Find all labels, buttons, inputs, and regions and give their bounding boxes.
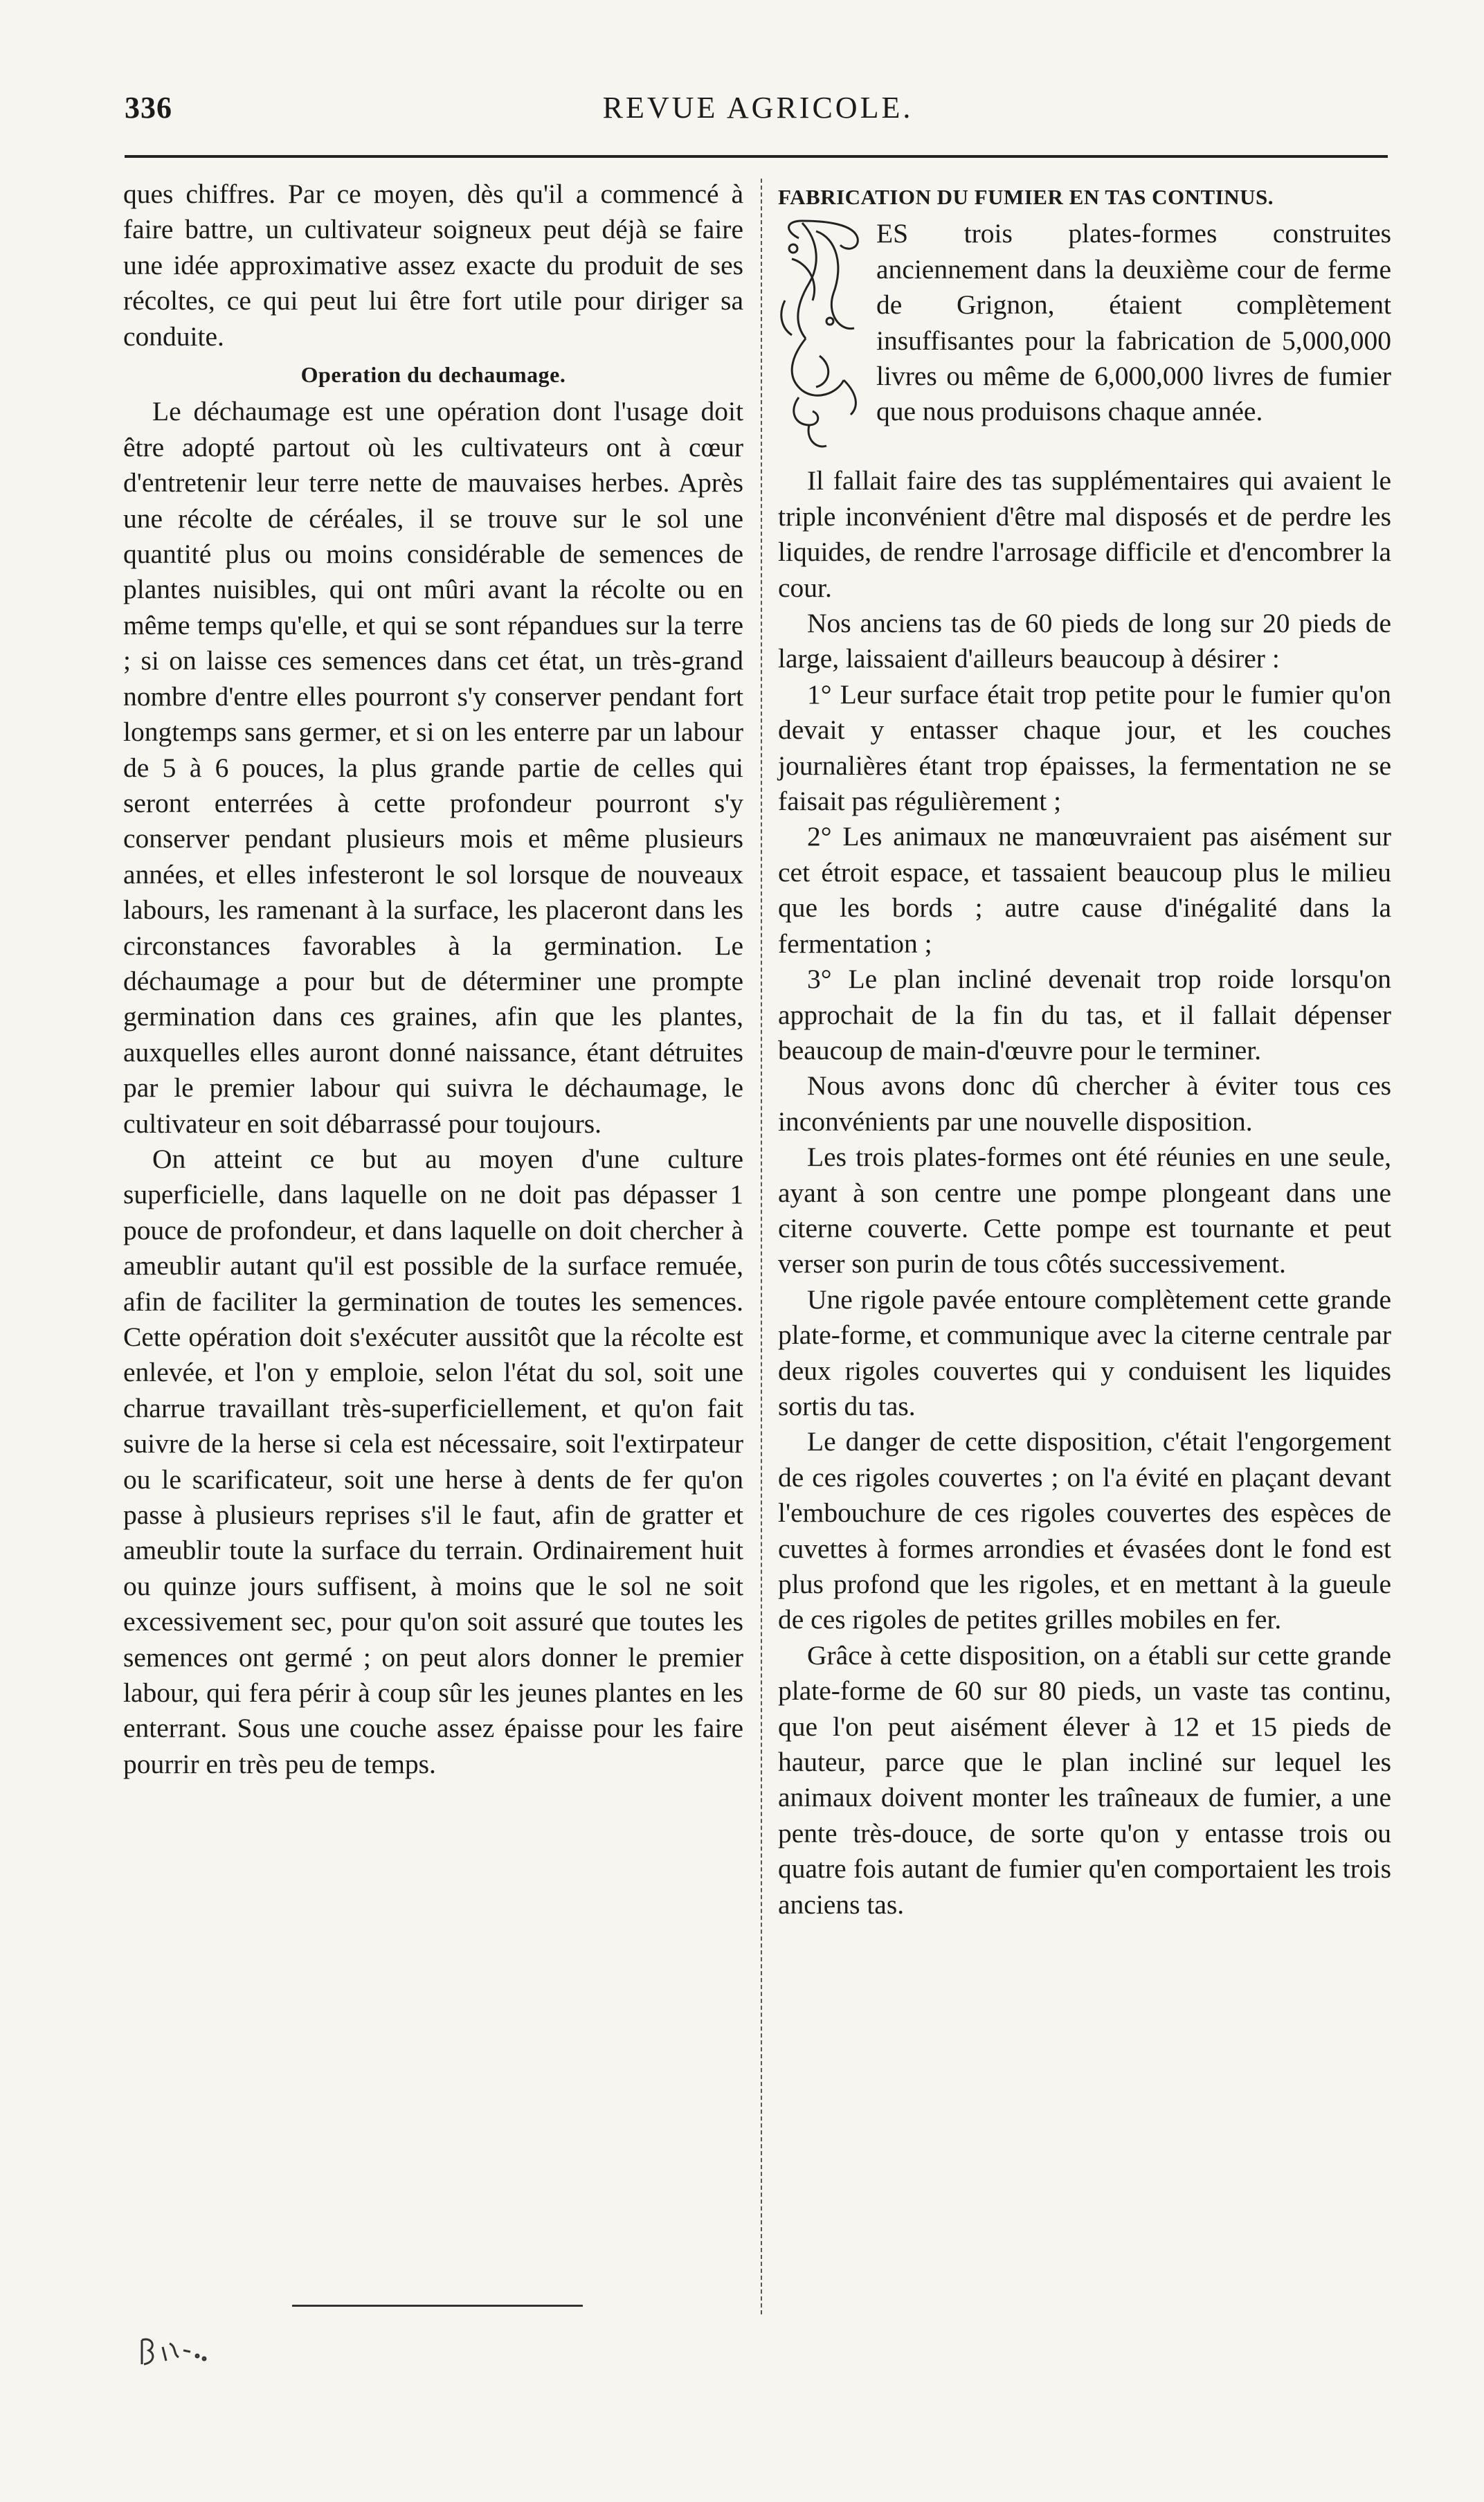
paragraph: 1° Leur surface était trop petite pour le fumier qu'on devait y entasser chaque jour, et les couches journalières étant trop épaisses, la fermentation ne se faisait pas régulièrement ; bbox=[778, 678, 1391, 817]
stamp-icon bbox=[138, 2330, 221, 2371]
section-heading: FABRICATION DU FUMIER EN TAS CONTINUS. bbox=[778, 185, 1274, 209]
paragraph: Nous avons donc dû chercher à éviter tous ces inconvénients par une nouvelle disposition. bbox=[778, 1070, 1391, 1137]
ornamental-initial-l-icon bbox=[778, 217, 869, 463]
paragraph: Grâce à cette disposition, on a établi sur cette grande plate-forme de 60 sur 80 pieds, un vaste tas continu, que l'on peut aisément élever à 12 et 15 pieds de hauteur, parce que le plan incliné sur lequel les animaux doivent monter les traîneaux de fumier, a une pente très-douce, de sorte qu'on y entasse trois ou quatre fois autant de fumier qu'en comportaient les trois anciens tas. bbox=[778, 1639, 1391, 1920]
paragraph: Nos anciens tas de 60 pieds de long sur 20 pieds de large, laissaient d'ailleurs beaucoup à désirer : bbox=[778, 608, 1391, 674]
paragraph: Les trois plates-formes ont été réunies en une seule, ayant à son centre une pompe plongeant dans une citerne couverte. Cette pompe est tournante et peut verser son purin de tous côtés successivement. bbox=[778, 1142, 1391, 1279]
paragraph: Le danger de cette disposition, c'était l'engorgement de ces rigoles couvertes ; on l'a évité en plaçant devant l'embouchure de ces rigoles couvertes des espèces de cuvettes à formes arrondies et évasées dont le fond est plus profond que les rigoles, et en mettant à la gueule de ces rigoles de petites grilles mobiles en fer. bbox=[778, 1426, 1391, 1635]
ornamental-initial-l bbox=[778, 217, 869, 463]
page-number: 336 bbox=[125, 91, 172, 125]
right-column bbox=[778, 177, 1391, 1923]
library-stamp bbox=[138, 2330, 221, 2371]
paragraph: On atteint ce but au moyen d'une culture superficielle, dans laquelle on ne doit pas dépasser 1 pouce de profondeur, et dans laquelle on doit chercher à ameublir autant qu'il est possible de la surface remuée, afin de faciliter la germination de toutes les semences. Cette opération doit s'exécuter aussitôt que la récolte est enlevée, et l'on y emploie, selon l'état du sol, soit une charrue travaillant très-superficiellement, et qu'on fait suivre de la herse si cela est nécessaire, soit l'extirpateur ou le scarificateur, soit une herse à dents de fer qu'on passe à plusieurs reprises s'il le faut, afin de gratter et ameublir toute la surface du terrain. Ordinairement huit ou quinze jours suffisent, à moins que le sol ne soit excessivement sec, pour qu'on soit assuré que toutes les semences ont germé ; on peut alors donner le premier labour, qui fera périr à coup sûr les jeunes plantes en les enterrant. Sous une couche assez épaisse pour les faire pourrir en très peu de temps. bbox=[123, 1143, 743, 1779]
page-header bbox=[125, 90, 1391, 138]
section-heading: Operation du dechaumage. bbox=[300, 362, 566, 388]
paragraph: 2° Les animaux ne manœuvraient pas aisément sur cet étroit espace, et tassaient beaucoup plus le milieu que les bords ; autre cause d'inégalité dans la fermentation ; bbox=[778, 821, 1391, 959]
left-column bbox=[123, 177, 743, 1782]
paragraph: Le déchaumage est une opération dont l'usage doit être adopté partout où les cultivateurs ont à cœur d'entretenir leur terre nette de mauvaises herbes. Après une récolte de céréales, il se trouve sur le sol une quantité plus ou moins considérable de semences de plantes nuisibles, qui ont mûri avant la récolte ou en même temps qu'elle, et qui se sont répandues sur la terre ; si on laisse ces semences dans cet état, un très-grand nombre d'entre elles pourront s'y conserver pendant fort longtemps sans germer, et si on les enterre par un labour de 5 à 6 pouces, la plus grande partie de celles qui seront enterrées à cette profondeur pourront s'y conserver pendant plusieurs mois et même plusieurs années, et elles infesteront le sol lorsque de nouveaux labours, les ramenant à la surface, les placeront dans les circonstances favorables à la germination. Le déchaumage a pour but de déterminer une prompte germination dans ces graines, afin que les plantes, auxquelles elles auront donné naissance, étant détruites par le premier labour qui suivra le déchaumage, le cultivateur en soit débarrassé pour toujours. bbox=[123, 396, 743, 1139]
column-divider bbox=[761, 179, 762, 2314]
running-title: REVUE AGRICOLE. bbox=[602, 91, 914, 125]
first-paragraph-block bbox=[778, 216, 1391, 463]
header-rule bbox=[125, 155, 1388, 158]
paragraph: 3° Le plan incliné devenait trop roide lorsqu'on approchait de la fin du tas, et il fallait dépenser beaucoup de main-d'œuvre pour le terminer. bbox=[778, 964, 1391, 1065]
paragraph: ES trois plates-formes construites anciennement dans la deuxième cour de ferme de Grignon, étaient complètement insuffisantes pour la fabrication de 5,000,000 livres ou même de 6,000,000 livres de fumier que nous produisons chaque année. bbox=[876, 218, 1391, 427]
paragraph: Une rigole pavée entoure complètement cette grande plate-forme, et communique avec la citerne centrale par deux rigoles couvertes qui y conduisent les liquides sortis du tas. bbox=[778, 1284, 1391, 1421]
paragraph: Il fallait faire des tas supplémentaires qui avaient le triple inconvénient d'être mal disposés et de perdre les liquides, de rendre l'arrosage difficile et d'encombrer la cour. bbox=[778, 465, 1391, 603]
footer-rule bbox=[292, 2305, 583, 2307]
paragraph: ques chiffres. Par ce moyen, dès qu'il a commencé à faire battre, un cultivateur soigneux peut déjà se faire une idée approximative assez exacte du produit de ses récoltes, ce qui peut lui être fort utile pour diriger sa conduite. bbox=[123, 179, 743, 352]
